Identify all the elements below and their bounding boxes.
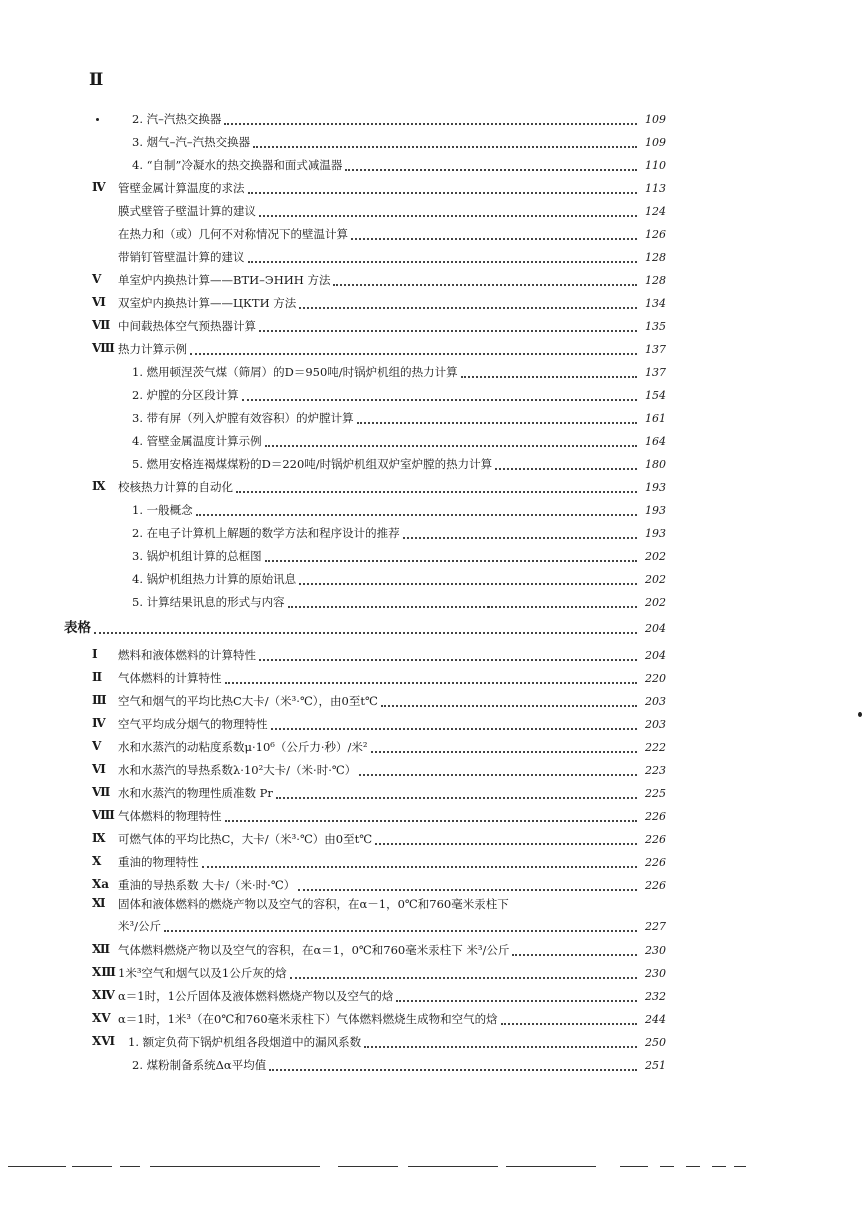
dot-leader <box>290 969 637 979</box>
entry-page-number: 227 <box>645 920 666 933</box>
entry-page-number: 225 <box>645 787 666 800</box>
bottom-rule <box>712 1166 726 1167</box>
toc-entry[interactable] <box>118 273 666 288</box>
dot-leader <box>271 720 638 730</box>
toc-entry[interactable] <box>118 897 666 911</box>
dot-leader <box>225 812 638 822</box>
bottom-rule <box>660 1166 674 1167</box>
entry-page-number: 203 <box>645 695 666 708</box>
toc-entry[interactable] <box>118 989 666 1004</box>
entry-page-number: 202 <box>645 550 666 563</box>
toc-entry[interactable] <box>132 434 666 449</box>
entry-title: 1. 额定负荷下锅炉机组各段烟道中的漏风系数 <box>128 1035 362 1049</box>
entry-title: 4. 管壁金属温度计算示例 <box>132 434 262 448</box>
toc-entry[interactable] <box>118 809 666 824</box>
toc-entry[interactable] <box>132 388 666 403</box>
scan-speck <box>858 712 862 717</box>
entry-title: 空气平均成分烟气的物理特性 <box>118 717 268 731</box>
toc-entry[interactable] <box>132 135 666 150</box>
entry-title: 固体和液体燃料的燃烧产物以及空气的容积，在α－1，0℃和760毫米汞柱下 <box>118 897 509 911</box>
entry-number: Ⅻ <box>92 942 111 956</box>
toc-entry[interactable] <box>118 966 666 981</box>
dot-leader <box>333 276 637 286</box>
entry-title: 4. “自制”冷凝水的热交换器和面式减温器 <box>132 158 343 172</box>
dot-leader <box>248 184 638 194</box>
entry-number: Ⅳ <box>92 180 106 194</box>
entry-title: 2. 汽–汽热交换器 <box>132 112 222 126</box>
entry-page-number: 109 <box>645 136 666 149</box>
toc-entry[interactable] <box>132 158 666 173</box>
entry-number: Ⅺ <box>92 896 106 910</box>
toc-entry[interactable] <box>132 457 666 472</box>
toc-entry[interactable] <box>132 411 666 426</box>
toc-entry[interactable] <box>118 943 666 958</box>
entry-title: 热力计算示例 <box>118 342 187 356</box>
dot-leader <box>276 789 637 799</box>
page-number-mark: Ⅱ <box>89 70 103 90</box>
bottom-rule <box>620 1166 648 1167</box>
dot-leader <box>298 881 637 891</box>
entry-page-number: 223 <box>645 764 666 777</box>
dot-leader <box>94 624 637 634</box>
dot-leader <box>364 1038 637 1048</box>
entry-page-number: 204 <box>645 649 666 662</box>
entry-page-number: 109 <box>645 113 666 126</box>
dot-leader <box>288 598 637 608</box>
scan-speck <box>488 606 490 608</box>
entry-page-number: 126 <box>645 228 666 241</box>
entry-page-number: 251 <box>645 1059 666 1072</box>
toc-entry[interactable] <box>128 1035 666 1050</box>
entry-page-number: 244 <box>645 1013 666 1026</box>
toc-section-heading[interactable] <box>64 621 666 636</box>
bottom-rule <box>150 1166 320 1167</box>
toc-entry[interactable] <box>118 648 666 663</box>
entry-page-number: 204 <box>645 622 666 635</box>
entry-title: 气体燃料燃烧产物以及空气的容积，在α＝1，0℃和760毫米汞柱下 米³/公斤 <box>118 943 510 957</box>
entry-page-number: 113 <box>645 182 666 195</box>
dot-leader <box>501 1015 637 1025</box>
entry-page-number: 128 <box>645 274 666 287</box>
entry-page-number: 193 <box>645 504 666 517</box>
entry-page-number: 137 <box>645 366 666 379</box>
dot-leader <box>190 345 637 355</box>
dot-leader <box>396 992 637 1002</box>
entry-page-number: 128 <box>645 251 666 264</box>
entry-page-number: 135 <box>645 320 666 333</box>
toc-entry[interactable] <box>118 342 666 357</box>
entry-number: Ⅰ <box>92 647 98 661</box>
entry-number: Ⅷ <box>92 808 115 822</box>
bottom-rule <box>506 1166 596 1167</box>
entry-title: 水和水蒸汽的导热系数λ·10²大卡/（米·时·℃） <box>118 763 357 777</box>
entry-number: XⅣ <box>92 988 115 1002</box>
dot-leader <box>403 529 637 539</box>
entry-page-number: 232 <box>645 990 666 1003</box>
bottom-rule <box>408 1166 498 1167</box>
toc-entry[interactable] <box>118 1012 666 1027</box>
toc-entry[interactable] <box>132 365 666 380</box>
entry-title: 1米³空气和烟气以及1公斤灰的焓 <box>118 966 287 980</box>
entry-page-number: 220 <box>645 672 666 685</box>
entry-page-number: 226 <box>645 833 666 846</box>
entry-title: 可燃气体的平均比热C，大卡/（米³·℃）由0至t℃ <box>118 832 373 846</box>
entry-title: 5. 燃用安格连褐煤煤粉的D＝220吨/时锅炉机组双炉室炉膛的热力计算 <box>132 457 493 471</box>
toc-entry[interactable] <box>118 740 666 755</box>
toc-entry[interactable] <box>118 480 666 495</box>
bottom-rule <box>72 1166 112 1167</box>
toc-entry[interactable] <box>118 227 666 242</box>
entry-page-number: 161 <box>645 412 666 425</box>
entry-title: 重油的导热系数 大卡/（米·时·℃） <box>118 878 296 892</box>
entry-page-number: 137 <box>645 343 666 356</box>
entry-title: 膜式壁管子壁温计算的建议 <box>118 204 256 218</box>
entry-page-number: 203 <box>645 718 666 731</box>
dot-leader <box>269 1061 637 1071</box>
dot-leader <box>345 161 637 171</box>
dot-leader <box>248 253 638 263</box>
entry-title: α＝1时，1公斤固体及液体燃料燃烧产物以及空气的焓 <box>118 989 394 1003</box>
entry-page-number: 180 <box>645 458 666 471</box>
entry-number: Ⅴ <box>92 272 102 286</box>
entry-page-number: 193 <box>645 527 666 540</box>
entry-page-number: 226 <box>645 810 666 823</box>
toc-entry[interactable] <box>118 786 666 801</box>
entry-number: Ⅵ <box>92 295 106 309</box>
entry-page-number: 164 <box>645 435 666 448</box>
entry-page-number: 202 <box>645 596 666 609</box>
bottom-rule <box>734 1166 746 1167</box>
dot-leader <box>196 506 637 516</box>
entry-number: Ⅲ <box>92 693 107 707</box>
entry-title: 中间载热体空气预热器计算 <box>118 319 256 333</box>
dot-leader <box>265 552 637 562</box>
toc-entry[interactable] <box>118 717 666 732</box>
entry-number: Ⅹ <box>92 854 102 868</box>
bottom-rule <box>8 1166 66 1167</box>
entry-title: 米³/公斤 <box>118 919 161 933</box>
entry-page-number: 124 <box>645 205 666 218</box>
dot-leader <box>202 858 638 868</box>
entry-number: Ⅴ <box>92 739 102 753</box>
entry-title: 单室炉内换热计算——ВТИ–ЭНИН 方法 <box>118 273 331 287</box>
entry-title: 气体燃料的计算特性 <box>118 671 222 685</box>
toc-entry[interactable] <box>118 250 666 265</box>
entry-page-number: 193 <box>645 481 666 494</box>
entry-number: Ⅱ <box>92 670 103 684</box>
dot-leader <box>164 922 637 932</box>
entry-number: Ⅶ <box>92 785 111 799</box>
entry-number: XⅥ <box>92 1034 116 1048</box>
entry-page-number: 230 <box>645 967 666 980</box>
toc-entry[interactable] <box>132 549 666 564</box>
bottom-rule <box>338 1166 398 1167</box>
dot-leader <box>259 651 637 661</box>
dot-leader <box>225 674 638 684</box>
entry-title: 3. 带有屏（列入炉膛有效容积）的炉膛计算 <box>132 411 354 425</box>
entry-title: 1. 一般概念 <box>132 503 193 517</box>
toc-entry[interactable] <box>132 572 666 587</box>
entry-page-number: 222 <box>645 741 666 754</box>
entry-title: 4. 锅炉机组热力计算的原始讯息 <box>132 572 297 586</box>
entry-number: Ⅷ <box>92 341 115 355</box>
entry-title: 校核热力计算的自动化 <box>118 480 233 494</box>
entry-page-number: 230 <box>645 944 666 957</box>
dot-leader <box>224 115 637 125</box>
scan-speck <box>96 118 99 121</box>
toc-entry[interactable] <box>118 181 666 196</box>
entry-title: α＝1时，1米³（在0℃和760毫米汞柱下）气体燃料燃烧生成物和空气的焓 <box>118 1012 498 1026</box>
dot-leader <box>236 483 637 493</box>
entry-number: XⅢ <box>92 965 116 979</box>
bottom-rule <box>686 1166 700 1167</box>
toc-entry[interactable] <box>118 855 666 870</box>
toc-entry[interactable] <box>132 595 666 610</box>
entry-title: 管壁金属计算温度的求法 <box>118 181 245 195</box>
dot-leader <box>375 835 637 845</box>
entry-number: Ⅹa <box>92 877 110 891</box>
entry-page-number: 250 <box>645 1036 666 1049</box>
entry-title: 2. 煤粉制备系统Δα平均值 <box>132 1058 267 1072</box>
toc-entry[interactable] <box>118 671 666 686</box>
entry-title: 燃料和液体燃料的计算特性 <box>118 648 256 662</box>
entry-page-number: 110 <box>645 159 666 172</box>
dot-leader <box>381 697 637 707</box>
dot-leader <box>495 460 637 470</box>
entry-number: Ⅵ <box>92 762 106 776</box>
toc-entry[interactable] <box>118 878 666 893</box>
dot-leader <box>359 766 637 776</box>
dot-leader <box>265 437 637 447</box>
toc-entry[interactable] <box>118 763 666 778</box>
entry-title: 3. 锅炉机组计算的总框图 <box>132 549 262 563</box>
dot-leader <box>351 230 637 240</box>
entry-title: 带销钉管壁温计算的建议 <box>118 250 245 264</box>
dot-leader <box>259 207 637 217</box>
entry-title: 水和水蒸汽的物理性质准数 Pr <box>118 786 273 800</box>
entry-title: 2. 在电子计算机上解题的数学方法和程序设计的推荐 <box>132 526 400 540</box>
toc-entry[interactable] <box>132 526 666 541</box>
entry-title: 在热力和（或）几何不对称情况下的壁温计算 <box>118 227 348 241</box>
dot-leader <box>259 322 637 332</box>
dot-leader <box>242 391 637 401</box>
entry-page-number: 154 <box>645 389 666 402</box>
dot-leader <box>253 138 637 148</box>
toc-entry[interactable] <box>118 919 666 934</box>
entry-page-number: 134 <box>645 297 666 310</box>
toc-entry[interactable] <box>132 503 666 518</box>
toc-entry[interactable] <box>132 112 666 127</box>
entry-title: 3. 烟气–汽–汽热交换器 <box>132 135 251 149</box>
dot-leader <box>512 946 637 956</box>
toc-entry[interactable] <box>132 1058 666 1073</box>
entry-title: 重油的物理特性 <box>118 855 199 869</box>
toc-entry[interactable] <box>118 832 666 847</box>
entry-title: 气体燃料的物理特性 <box>118 809 222 823</box>
entry-title: 表格 <box>64 620 91 636</box>
toc-entry[interactable] <box>118 694 666 709</box>
entry-title: 空气和烟气的平均比热C大卡/（米³·℃），由0至t℃ <box>118 694 378 708</box>
entry-page-number: 226 <box>645 879 666 892</box>
dot-leader <box>299 575 637 585</box>
entry-number: XⅤ <box>92 1011 111 1025</box>
toc-entry[interactable] <box>118 204 666 219</box>
entry-number: Ⅳ <box>92 716 106 730</box>
entry-title: 5. 计算结果讯息的形式与内容 <box>132 595 285 609</box>
entry-title: 1. 燃用顿涅茨气煤（筛屑）的D＝950吨/时锅炉机组的热力计算 <box>132 365 458 379</box>
bottom-rule <box>120 1166 140 1167</box>
entry-number: Ⅸ <box>92 479 106 493</box>
dot-leader <box>299 299 637 309</box>
entry-number: Ⅸ <box>92 831 106 845</box>
toc-entry[interactable] <box>118 319 666 334</box>
entry-title: 水和水蒸汽的动粘度系数μ·10⁶（公斤力·秒）/米² <box>118 740 368 754</box>
entry-page-number: 202 <box>645 573 666 586</box>
entry-title: 2. 炉膛的分区段计算 <box>132 388 239 402</box>
entry-number: Ⅶ <box>92 318 111 332</box>
entry-page-number: 226 <box>645 856 666 869</box>
dot-leader <box>461 368 637 378</box>
toc-entry[interactable] <box>118 296 666 311</box>
entry-title: 双室炉内换热计算——ЦКТИ 方法 <box>118 296 297 310</box>
dot-leader <box>371 743 637 753</box>
dot-leader <box>357 414 637 424</box>
